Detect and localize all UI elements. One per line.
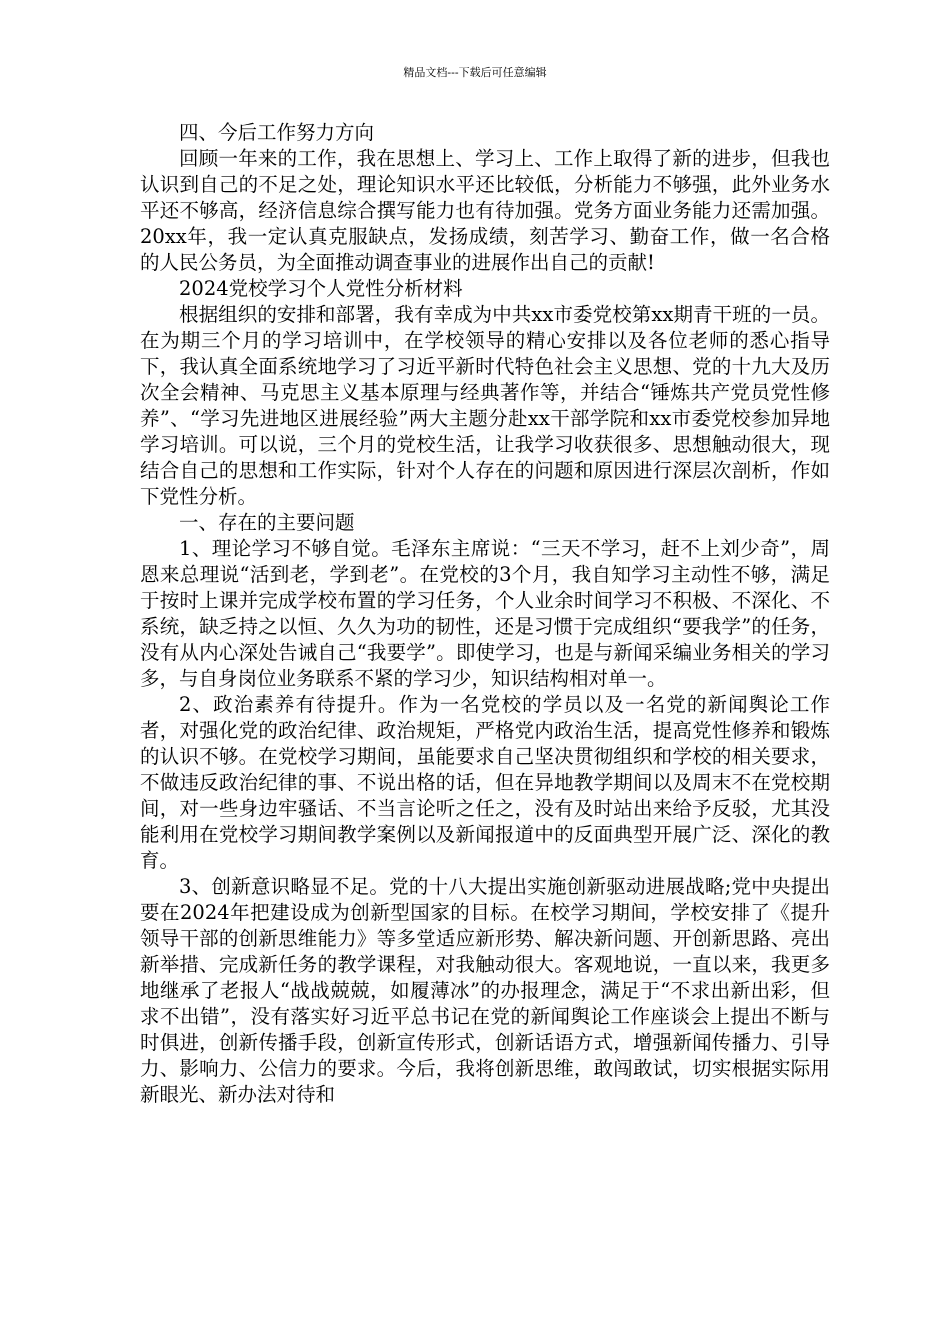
problem-2-paragraph: 2、政治素养有待提升。作为一名党校的学员以及一名党的新闻舆论工作者，对强化党的政治纪律、政治规矩，严格党内政治生活，提高党性修养和锻炼的认识不够。在党校学习期间，虽能要求自己坚决贯彻组织和学校的相关要求，不做违反政治纪律的事、不说出格的话，但在异地教学期间以及周末不在党校期间，对一些身边牢骚话、不当言论听之任之，没有及时站出来给予反驳，尤其没能利用在党校学习期间教学案例以及新闻报道中的反面典型开展广泛、深化的教育。 [140,693,830,872]
intro-paragraph: 根据组织的安排和部署，我有幸成为中共xx市委党校第xx期青干班的一员。在为期三个月的学习培训中，在学校领导的精心安排以及各位老师的悉心指导下，我认真全面系统地学习了习近平新时代特色社会主义思想、党的十九大及历次全会精神、马克思主义基本原理与经典著作等，并结合“锤炼共产党员党性修养”、“学习先进地区进展经验”两大主题分赴xx干部学院和xx市委党校参加异地学习培训。可以说，三个月的党校生活，让我学习收获很多、思想触动很大，现结合自己的思想和工作实际，针对个人存在的问题和原因进行深层次剖析，作如下党性分析。 [140,303,830,508]
problem-3-paragraph: 3、创新意识略显不足。党的十八大提出实施创新驱动进展战略;党中央提出要在2024年把建设成为创新型国家的目标。在校学习期间，学校安排了《提升领导干部的创新思维能力》等多堂适应新形势、解决新问题、开创新思路、亮出新举措、完成新任务的教学课程，对我触动很大。客观地说，一直以来，我更多地继承了老报人“战战兢兢，如履薄冰”的办报理念，满足于“不求出新出彩，但求不出错”，没有落实好习近平总书记在党的新闻舆论工作座谈会上提出不断与时俱进，创新传播手段，创新宣传形式，创新话语方式，增强新闻传播力、引导力、影响力、公信力的要求。今后，我将创新思维，敢闯敢试，切实根据实际用新眼光、新办法对待和 [140,875,830,1106]
article-title: 2024党校学习个人党性分析材料 [179,277,463,300]
page-header: 精品文档---下载后可任意编辑 [403,66,547,79]
section-4-paragraph: 回顾一年来的工作，我在思想上、学习上、工作上取得了新的进步，但我也认识到自己的不足之处，理论知识水平还比较低，分析能力不够强，此外业务水平还不够高，经济信息综合撰写能力也有待加强。党务方面业务能力还需加强。20xx年，我一定认真克服缺点，发扬成绩，刻苦学习、勤奋工作，做一名合格的人民公务员，为全面推动调查事业的进展作出自己的贡献! [140,147,830,274]
section-1-heading: 一、存在的主要问题 [179,511,355,534]
problem-1-paragraph: 1、理论学习不够自觉。毛泽东主席说：“三天不学习，赶不上刘少奇”，周恩来总理说“活到老，学到老”。在党校的3个月，我自知学习主动性不够，满足于按时上课并完成学校布置的学习任务，个人业余时间学习不积极、不深化、不系统，缺乏持之以恒、久久为功的韧性，还是习惯于完成组织“要我学”的任务，没有从内心深处告诫自己“我要学”。即使学习，也是与新闻采编业务相关的学习多，与自身岗位业务联系不紧的学习少，知识结构相对单一。 [140,537,830,690]
document-body [140,120,830,1108]
section-4-heading: 四、今后工作努力方向 [179,121,375,144]
